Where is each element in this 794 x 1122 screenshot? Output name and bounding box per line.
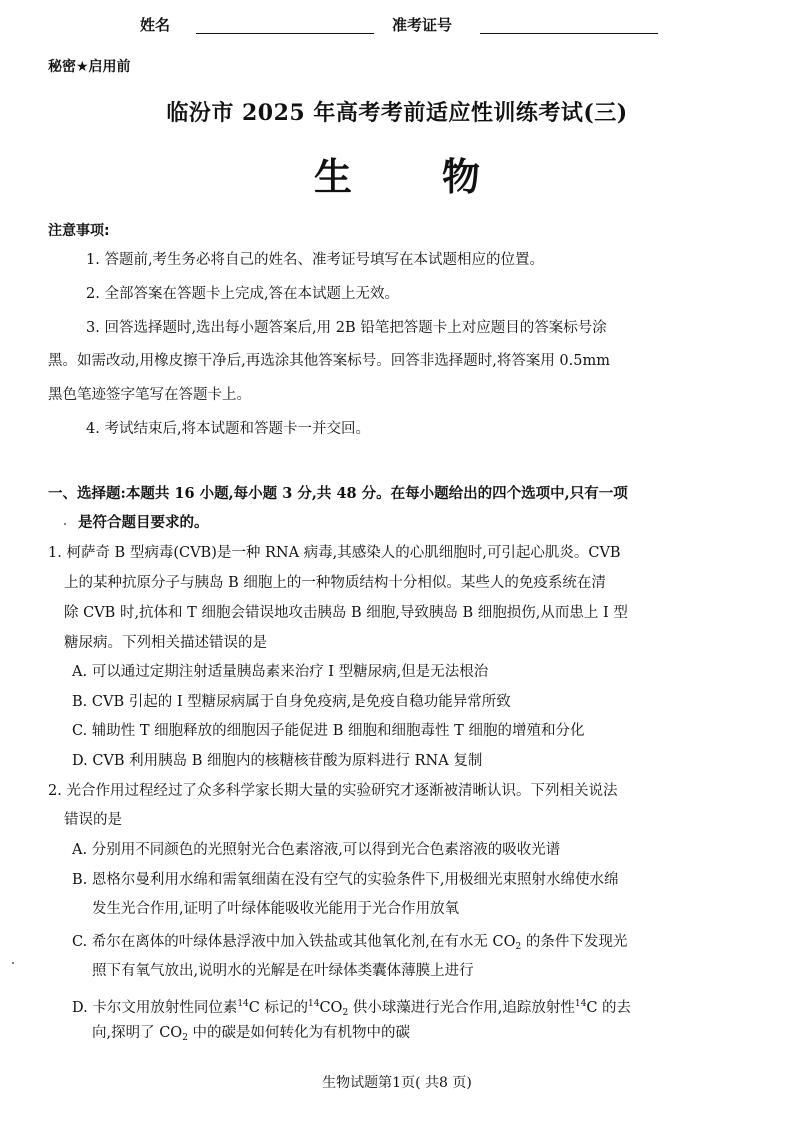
q2-option-b: B. 恩格尔曼利用水绵和需氧细菌在没有空气的实验条件下,用极细光束照射水绵使水绵: [72, 872, 619, 888]
q2-stem: 错误的是: [64, 812, 122, 828]
q2-option-a: A. 分别用不同颜色的光照射光合色素溶液,可以得到光合色素溶液的吸收光谱: [72, 842, 561, 858]
note-item: 4. 考试结束后,将本试题和答题卡一并交回。: [86, 421, 371, 437]
q2-option-d-cont: 向,探明了 $CO_2$ 中的碳是如何转化为有机物中的碳: [92, 1025, 411, 1043]
name-label: 姓名: [140, 16, 171, 34]
name-underline: [196, 33, 374, 34]
q2-option-c: C. 希尔在离体的叶绿体悬浮液中加入铁盐或其他氧化剂,在有水无 $CO_2$ 的条件下发现光: [72, 934, 628, 952]
scan-speck: [12, 962, 14, 964]
exam-title: 临汾市 2025 年高考考前适应性训练考试(三): [166, 100, 628, 126]
q1-stem: 1. 柯萨奇 B 型病毒(CVB)是一种 RNA 病毒,其感染人的心肌细胞时,可引起心肌炎。CVB: [48, 545, 621, 561]
note-item: 2. 全部答案在答题卡上完成,答在本试题上无效。: [86, 286, 400, 302]
q1-option-a: A. 可以通过定期注射适量胰岛素来治疗 I 型糖尿病,但是无法根治: [72, 664, 489, 680]
section-heading: 一、选择题:本题共 16 小题,每小题 3 分,共 48 分。在每小题给出的四个选项中,只有一项: [48, 485, 628, 502]
page-footer: 生物试题第1页( 共8 页): [322, 1075, 472, 1091]
secret-mark: 秘密★启用前: [48, 59, 131, 75]
q2-stem: 2. 光合作用过程经过了众多科学家长期大量的实验研究才逐渐被清晰认识。下列相关说法: [48, 783, 618, 799]
note-item: 3. 回答选择题时,选出每小题答案后,用 2B 铅笔把答题卡上对应题目的答案标号涂: [86, 320, 607, 336]
q2-option-b-cont: 发生光合作用,证明了叶绿体能吸收光能用于光合作用放氧: [92, 901, 460, 917]
notes-heading: 注意事项:: [48, 223, 110, 239]
scan-speck: [64, 523, 66, 525]
q1-option-c: C. 辅助性 T 细胞释放的细胞因子能促进 B 细胞和细胞毒性 T 细胞的增殖和分化: [72, 723, 585, 739]
q1-stem: 糖尿病。下列相关描述错误的是: [64, 635, 267, 651]
q1-option-b: B. CVB 引起的 I 型糖尿病属于自身免疫病,是免疫自稳功能异常所致: [72, 694, 511, 710]
q1-option-d: D. CVB 利用胰岛 B 细胞内的核糖核苷酸为原料进行 RNA 复制: [72, 753, 483, 769]
note-item: 黑色笔迹签字笔写在答题卡上。: [48, 387, 251, 403]
note-item: 黑。如需改动,用橡皮擦干净后,再选涂其他答案标号。回答非选择题时,将答案用 0.5mm: [48, 353, 610, 369]
exam-id-label: 准考证号: [392, 16, 453, 34]
subject-title: 生物: [313, 154, 570, 199]
q2-option-c-cont: 照下有氧气放出,说明水的光解是在叶绿体类囊体薄膜上进行: [92, 963, 474, 979]
note-item: 1. 答题前,考生务必将自己的姓名、准考证号填写在本试题相应的位置。: [86, 252, 545, 268]
q1-stem: 除 CVB 时,抗体和 T 细胞会错误地攻击胰岛 B 细胞,导致胰岛 B 细胞损伤,从而患上 I 型: [64, 605, 628, 621]
section-heading-cont: 是符合题目要求的。: [78, 514, 209, 531]
q1-stem: 上的某种抗原分子与胰岛 B 细胞上的一种物质结构十分相似。某些人的免疫系统在清: [64, 575, 606, 591]
q2-option-d: D. 卡尔文用放射性同位素$^{14}$C 标记的$^{14}CO_2$ 供小球藻进行光合作用,追踪放射性$^{14}$C 的去: [72, 999, 632, 1018]
exam-id-underline: [480, 33, 658, 34]
